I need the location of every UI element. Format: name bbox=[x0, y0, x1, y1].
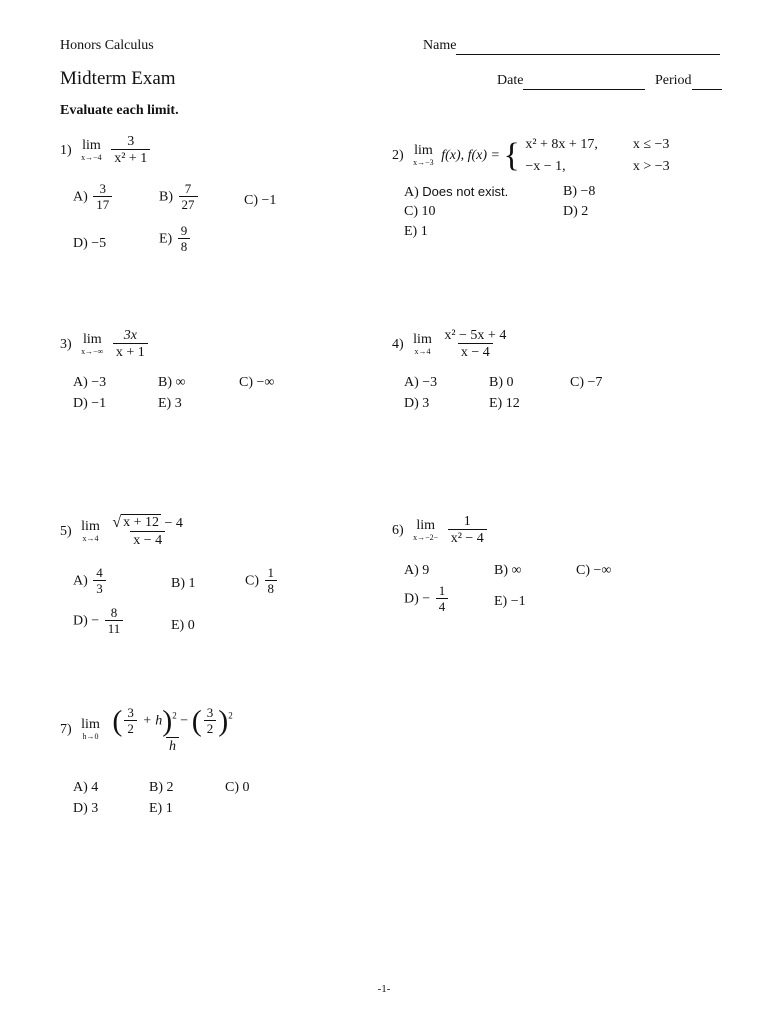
denominator: 27 bbox=[179, 196, 198, 212]
limit-subscript: x→−2− bbox=[413, 532, 439, 542]
question-number: 5) bbox=[60, 523, 72, 539]
answer-choice[interactable] bbox=[489, 396, 520, 412]
denominator: x − 4 bbox=[130, 531, 165, 548]
limit-label: lim bbox=[81, 717, 100, 733]
choice-value: 1 bbox=[420, 224, 428, 239]
denominator: 3 bbox=[93, 580, 106, 596]
question-number: 1) bbox=[60, 142, 72, 158]
choice-letter: E) bbox=[159, 231, 173, 247]
answer-choice[interactable] bbox=[159, 182, 200, 213]
answer-choice[interactable] bbox=[404, 184, 508, 201]
numerator: 3 bbox=[127, 134, 135, 149]
choice-letter: C) bbox=[239, 375, 253, 390]
choice-letter: A) bbox=[73, 780, 88, 795]
left-paren: ( bbox=[191, 704, 202, 738]
choice-letter: C) bbox=[404, 204, 418, 219]
limit-operator bbox=[81, 520, 100, 543]
choice-value: 2 bbox=[581, 204, 589, 219]
choice-value: −5 bbox=[91, 236, 107, 251]
choice-letter: A) bbox=[404, 185, 419, 200]
choice-value: 10 bbox=[421, 204, 436, 219]
choice-fraction bbox=[265, 566, 278, 597]
answer-choice[interactable] bbox=[149, 801, 173, 817]
answer-choice[interactable] bbox=[73, 375, 106, 391]
numerator: 3 bbox=[99, 181, 107, 196]
limit-label: lim bbox=[414, 143, 433, 159]
right-paren: ) bbox=[218, 704, 229, 738]
choice-letter: B) bbox=[489, 375, 503, 390]
choice-value: 3 bbox=[91, 801, 99, 816]
limit-fraction bbox=[111, 134, 150, 167]
choice-value: −1 bbox=[510, 594, 526, 609]
choice-letter: E) bbox=[494, 594, 508, 609]
instructions: Evaluate each limit. bbox=[60, 103, 179, 118]
question-number: 4) bbox=[392, 336, 404, 352]
radical-sign: √ bbox=[112, 514, 122, 532]
choice-value: −∞ bbox=[256, 375, 275, 390]
answer-choice[interactable] bbox=[149, 780, 174, 796]
numerator: 1 bbox=[267, 565, 274, 580]
denominator: 17 bbox=[93, 196, 112, 212]
name-field bbox=[423, 38, 720, 55]
question-3 bbox=[60, 328, 150, 361]
date-period-field bbox=[497, 73, 722, 90]
limit-subscript: x→−4 bbox=[81, 152, 102, 162]
answer-choice[interactable] bbox=[73, 801, 98, 817]
choice-letter: B) bbox=[158, 375, 172, 390]
choice-letter: C) bbox=[245, 573, 259, 589]
choice-value: −1 bbox=[91, 396, 107, 411]
choice-fraction bbox=[179, 182, 198, 213]
answer-choice[interactable] bbox=[494, 563, 521, 579]
answer-choice[interactable] bbox=[171, 576, 196, 592]
limit-operator bbox=[81, 139, 102, 162]
answer-choice[interactable] bbox=[563, 204, 588, 220]
denominator: x − 4 bbox=[458, 343, 493, 360]
answer-choice[interactable] bbox=[73, 780, 98, 796]
choice-letter: B) bbox=[149, 780, 163, 795]
numerator bbox=[109, 514, 186, 531]
choice-letter: B) bbox=[171, 576, 185, 591]
answer-choice[interactable] bbox=[73, 236, 106, 252]
choice-value: 12 bbox=[505, 396, 520, 411]
answer-choice[interactable] bbox=[404, 563, 429, 579]
case-2 bbox=[525, 156, 669, 178]
limit-label: lim bbox=[81, 518, 100, 534]
choice-letter: C) bbox=[244, 193, 258, 208]
period-label: Period bbox=[654, 73, 692, 88]
choice-letter: D) bbox=[73, 396, 88, 411]
numerator: 3x bbox=[123, 328, 137, 343]
answer-choice[interactable] bbox=[73, 182, 114, 213]
left-brace: { bbox=[503, 136, 520, 174]
answer-choice[interactable] bbox=[73, 566, 108, 597]
limit-fraction bbox=[113, 328, 148, 361]
choice-letter: D) bbox=[73, 236, 88, 251]
choice-letter: E) bbox=[404, 224, 418, 239]
answer-choice[interactable] bbox=[563, 184, 595, 200]
limit-label: lim bbox=[416, 517, 436, 533]
denominator: 2 bbox=[124, 720, 137, 736]
answer-choice[interactable] bbox=[225, 780, 250, 796]
choice-letter: D) bbox=[404, 396, 419, 411]
choice-letter: A) bbox=[404, 375, 419, 390]
numerator: 9 bbox=[180, 223, 188, 238]
choice-letter: E) bbox=[158, 396, 172, 411]
numerator: 1 bbox=[438, 583, 446, 598]
choice-letter: A) bbox=[73, 189, 88, 205]
question-6 bbox=[392, 514, 489, 547]
choice-fraction bbox=[93, 566, 106, 597]
question-number: 7) bbox=[60, 722, 72, 738]
exponent: 2 bbox=[172, 710, 177, 721]
choice-value: −8 bbox=[580, 184, 596, 199]
limit-fraction bbox=[109, 514, 186, 549]
choice-value: 0 bbox=[242, 780, 250, 795]
choice-letter: A) bbox=[73, 573, 88, 589]
answer-choice[interactable]: D) − $\frac{1}{4}$ bbox=[404, 584, 450, 615]
choice-value: 1 bbox=[165, 801, 173, 816]
choice-fraction bbox=[436, 584, 449, 615]
answer-choice[interactable] bbox=[404, 204, 436, 220]
choice-letter: E) bbox=[171, 618, 185, 633]
answer-choice[interactable] bbox=[158, 396, 182, 412]
choice-value: −3 bbox=[91, 375, 107, 390]
numerator: 3 bbox=[127, 705, 134, 720]
numerator: 7 bbox=[184, 181, 192, 196]
date-label: Date bbox=[497, 73, 524, 88]
choice-value: ∞ bbox=[511, 563, 522, 578]
choice-value: 0 bbox=[187, 618, 195, 633]
limit-label: lim bbox=[413, 331, 432, 347]
answer-choice[interactable] bbox=[494, 594, 526, 610]
page-number: -1- bbox=[377, 983, 391, 995]
limit-operator bbox=[413, 144, 434, 167]
denominator: 8 bbox=[265, 580, 278, 596]
name-label: Name bbox=[423, 38, 457, 53]
choice-letter: A) bbox=[73, 375, 88, 390]
denominator: x + 1 bbox=[113, 343, 148, 360]
choice-letter: C) bbox=[570, 375, 584, 390]
answer-choice[interactable] bbox=[239, 375, 274, 391]
limit-label: lim bbox=[82, 331, 102, 347]
answer-choice[interactable] bbox=[404, 375, 437, 391]
numerator: 1 bbox=[463, 514, 471, 529]
denominator: 4 bbox=[436, 598, 449, 614]
choice-value: −1 bbox=[261, 193, 277, 208]
plus-h: + h bbox=[142, 713, 163, 729]
name-blank bbox=[456, 38, 720, 55]
numerator-rest: − 4 bbox=[164, 516, 183, 532]
denominator: x² + 1 bbox=[111, 149, 150, 166]
question-number: 6) bbox=[392, 522, 404, 538]
limit-operator bbox=[413, 519, 438, 542]
choice-letter: A) bbox=[404, 563, 419, 578]
square-root bbox=[112, 514, 161, 531]
numerator: 4 bbox=[96, 565, 103, 580]
choice-value: −3 bbox=[422, 375, 438, 390]
question-5 bbox=[60, 514, 188, 549]
numerator: x² − 5x + 4 bbox=[444, 328, 507, 343]
radicand: x + 12 bbox=[123, 515, 160, 530]
choice-value: 9 bbox=[422, 563, 430, 578]
answer-choice[interactable] bbox=[73, 396, 106, 412]
limit-operator bbox=[413, 333, 432, 356]
denominator bbox=[166, 737, 179, 754]
denominator: 11 bbox=[105, 620, 124, 636]
answer-choice[interactable] bbox=[404, 224, 428, 240]
answer-choice[interactable] bbox=[244, 193, 276, 209]
choice-fraction bbox=[93, 182, 112, 213]
answer-choice[interactable] bbox=[245, 566, 279, 597]
choice-value: −∞ bbox=[593, 563, 612, 578]
question-2 bbox=[392, 134, 670, 177]
answer-choice[interactable] bbox=[159, 224, 192, 255]
limit-operator bbox=[81, 718, 100, 741]
choice-letter: D) bbox=[563, 204, 578, 219]
numerator: 3 bbox=[206, 705, 214, 720]
question-4 bbox=[392, 328, 511, 361]
case-2-condition: x > −3 bbox=[632, 158, 670, 174]
answer-choice[interactable] bbox=[404, 396, 429, 412]
answer-choice[interactable] bbox=[489, 375, 514, 391]
case-1 bbox=[525, 134, 669, 156]
answer-choice[interactable] bbox=[576, 563, 611, 579]
choice-letter: D) bbox=[404, 591, 419, 607]
denominator: 8 bbox=[178, 238, 191, 254]
choice-value: 0 bbox=[506, 375, 514, 390]
choice-letter: B) bbox=[494, 563, 508, 578]
case-2-expression: −x − 1, bbox=[525, 158, 566, 174]
limit-subscript: h→0 bbox=[82, 732, 99, 742]
choice-value: −7 bbox=[587, 375, 603, 390]
course-name: Honors Calculus bbox=[60, 38, 154, 53]
period-blank bbox=[692, 73, 722, 90]
limit-subscript: x→−3 bbox=[413, 158, 434, 168]
choice-letter: E) bbox=[149, 801, 163, 816]
answer-choice[interactable] bbox=[158, 375, 185, 391]
exponent: 2 bbox=[228, 710, 233, 721]
answer-choice[interactable] bbox=[171, 618, 195, 634]
limit-fraction bbox=[109, 706, 235, 754]
choice-letter: D) bbox=[73, 613, 88, 629]
minus-sign: − bbox=[180, 713, 189, 729]
choice-value: 2 bbox=[166, 780, 174, 795]
limit-operator bbox=[81, 333, 103, 356]
question-7 bbox=[60, 706, 238, 754]
inner-fraction bbox=[204, 706, 217, 737]
choice-letter: D) bbox=[73, 801, 88, 816]
numerator: 8 bbox=[110, 605, 118, 620]
choice-fraction bbox=[105, 606, 124, 637]
limit-label: lim bbox=[82, 137, 101, 153]
choice-value: Does not exist. bbox=[422, 184, 509, 199]
function-expression: f(x), f(x) = bbox=[441, 147, 500, 163]
limit-fraction bbox=[441, 328, 509, 361]
question-number: 3) bbox=[60, 336, 72, 352]
choice-fraction bbox=[178, 224, 191, 255]
choice-letter: E) bbox=[489, 396, 503, 411]
left-paren: ( bbox=[112, 704, 123, 738]
denominator: x² − 4 bbox=[448, 529, 487, 546]
piecewise-cases bbox=[525, 134, 669, 177]
choice-value: 3 bbox=[422, 396, 430, 411]
limit-fraction bbox=[448, 514, 487, 547]
denominator-h: h bbox=[169, 738, 177, 754]
page-title: Midterm Exam bbox=[60, 68, 176, 89]
choice-value: ∞ bbox=[175, 375, 186, 390]
limit-subscript: x→4 bbox=[82, 533, 99, 543]
case-1-condition: x ≤ −3 bbox=[632, 137, 670, 152]
right-paren: ) bbox=[162, 704, 173, 738]
choice-value: 1 bbox=[188, 576, 196, 591]
date-blank bbox=[523, 73, 645, 90]
choice-letter: B) bbox=[159, 189, 173, 205]
limit-subscript: x→4 bbox=[414, 346, 431, 356]
inner-fraction bbox=[124, 706, 137, 737]
answer-choice[interactable] bbox=[570, 375, 602, 391]
answer-choice[interactable]: D) − $\frac{8}{11}$ bbox=[73, 606, 125, 637]
question-number: 2) bbox=[392, 147, 404, 163]
limit-subscript: x→−∞ bbox=[81, 346, 104, 356]
choice-value: 4 bbox=[91, 780, 99, 795]
denominator: 2 bbox=[204, 720, 217, 736]
choice-letter: B) bbox=[563, 184, 577, 199]
choice-letter: C) bbox=[576, 563, 590, 578]
choice-letter: C) bbox=[225, 780, 239, 795]
choice-value: 3 bbox=[174, 396, 182, 411]
case-1-expression: x² + 8x + 17, bbox=[525, 137, 598, 152]
question-1 bbox=[60, 134, 152, 167]
numerator bbox=[109, 706, 235, 737]
